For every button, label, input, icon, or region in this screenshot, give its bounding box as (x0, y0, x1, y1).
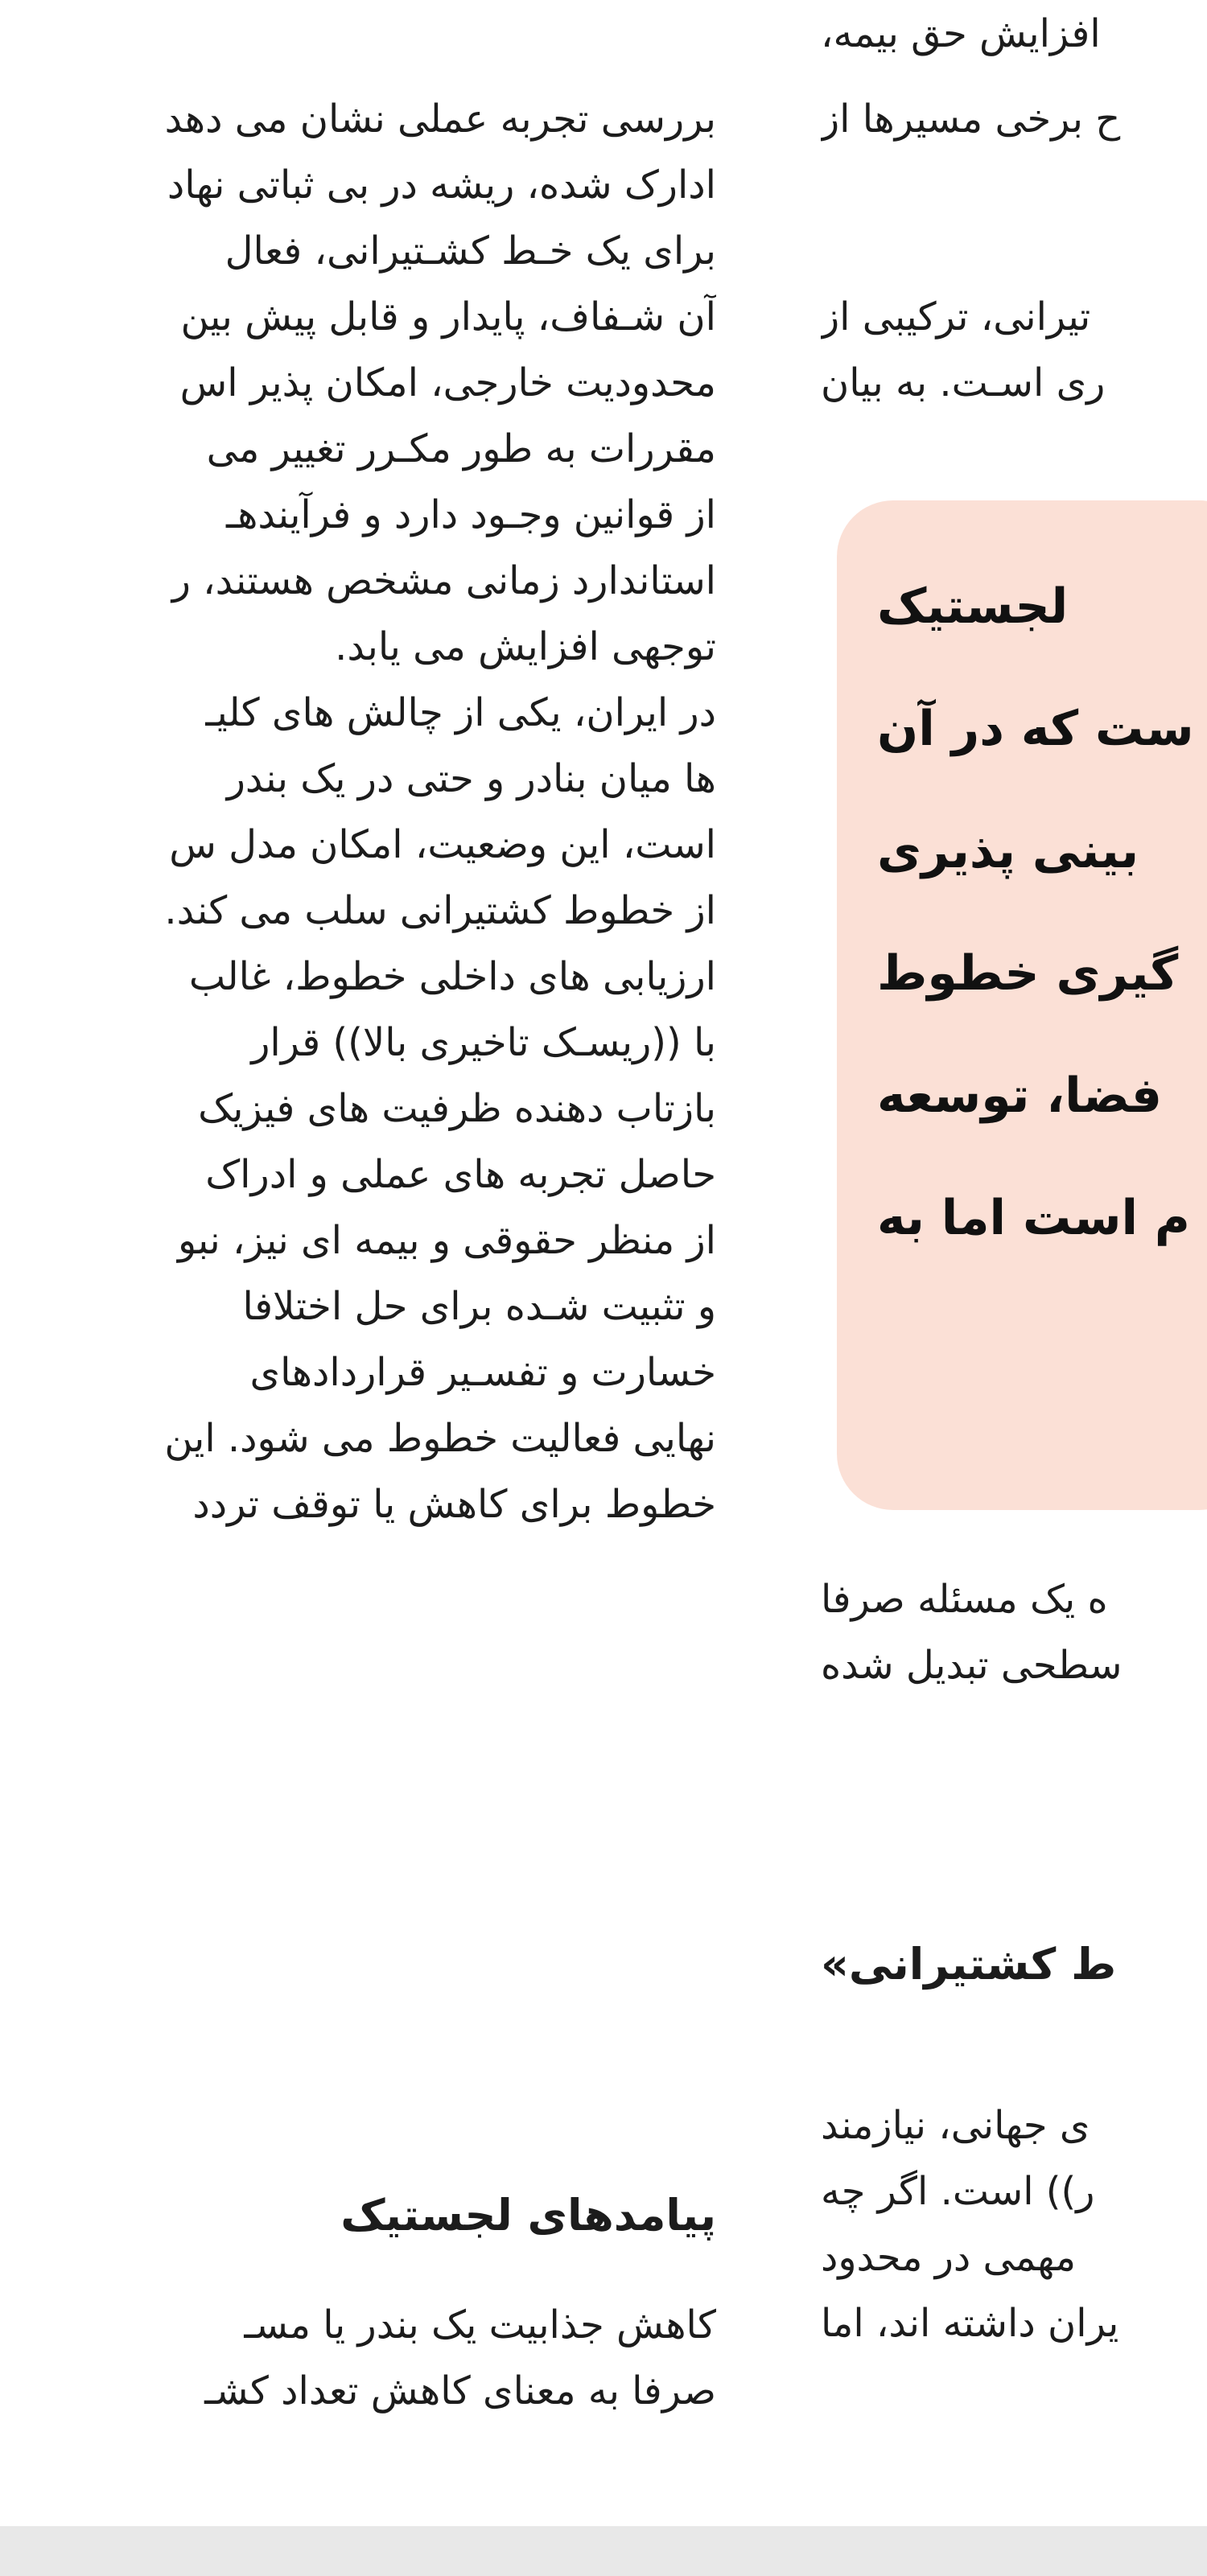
bottom-band (0, 2526, 1207, 2576)
left-line: بررسی تجربه عملی نشان می دهد (164, 97, 716, 142)
left-line: محدودیت خارجی، امکان پذیر اس (179, 360, 716, 405)
section-heading: پیامدهای لجستیک (340, 2190, 716, 2241)
right-line: ر)) است. اگر چه (821, 2169, 1095, 2214)
right-line: ه یک مسئله صرفا (821, 1577, 1108, 1622)
left-line: مقررات به طور مکـرر تغییر می (206, 426, 716, 471)
left-line: است، این وضعیت، امکان مدل س (169, 822, 716, 867)
left-line: و تثبیت شـده برای حل اختلافا (242, 1284, 716, 1329)
right-line: سطحی تبدیل شده (821, 1643, 1123, 1688)
left-line: صرفا به معنای کاهش تعداد کشـ (204, 2368, 716, 2413)
left-line: استاندارد زمانی مشخص هستند، ر (171, 558, 716, 603)
left-line: توجهی افزایش می یابد. (335, 624, 716, 669)
pull-quote-box (837, 500, 1207, 1510)
left-line: ها میان بنادر و حتی در یک بندر (226, 756, 716, 801)
left-line: بازتاب دهنده ظرفیت های فیزیک (198, 1086, 716, 1131)
right-line: ری اسـت. به بیان (821, 360, 1106, 405)
pull-quote-line: گیری خطوط (877, 945, 1179, 1002)
left-line: از خطوط کشتیرانی سلب می کند. (164, 888, 716, 933)
right-line: افزایش حق بیمه، (821, 11, 1101, 56)
right-line: ی جهانی، نیازمند (821, 2103, 1090, 2148)
right-line: مهمی در محدود (821, 2235, 1077, 2280)
left-line: خطوط برای کاهش یا توقف تردد (192, 1482, 716, 1527)
pull-quote-line: لجستیک (877, 578, 1069, 635)
left-line: حاصل تجربه های عملی و ادراک (205, 1152, 716, 1197)
left-line: کاهش جذابیت یک بندر یا مسـ (244, 2302, 716, 2348)
left-line: خسارت و تفسـیر قراردادهای (249, 1350, 716, 1395)
left-line: در ایران، یکی از چالش های کلیـ (205, 690, 716, 735)
left-line: ارزیابی های داخلی خطوط، غالب (188, 954, 716, 999)
pull-quote-line: بینی پذیری (877, 823, 1139, 879)
pull-quote-line: فضا، توسعه (877, 1068, 1163, 1124)
section-subheading: ط کشتیرانی» (821, 1939, 1117, 1990)
left-line: از قوانین وجـود دارد و فرآیندهـ (226, 492, 716, 537)
left-line: از منظر حقوقی و بیمه ای نیز، نبو (178, 1218, 716, 1263)
left-line: نهایی فعالیت خطوط می شود. این (164, 1416, 716, 1461)
left-line: با ((ریسـک تاخیری بالا)) قرار (251, 1020, 716, 1065)
pull-quote-line: م است اما به (877, 1190, 1190, 1246)
pull-quote-line: ست که در آن (877, 701, 1194, 757)
right-line: ح برخی مسیرها از (821, 97, 1121, 142)
right-line: یران داشته اند، اما (821, 2301, 1119, 2346)
left-line: ادارک شده، ریشه در بی ثباتی نهاد (167, 163, 716, 208)
left-line: برای یک خـط کشـتیرانی، فعال (225, 228, 716, 274)
right-line: تیرانی، ترکیبی از (821, 294, 1091, 339)
left-line: آن شـفاف، پایدار و قابل پیش بین (180, 294, 716, 339)
